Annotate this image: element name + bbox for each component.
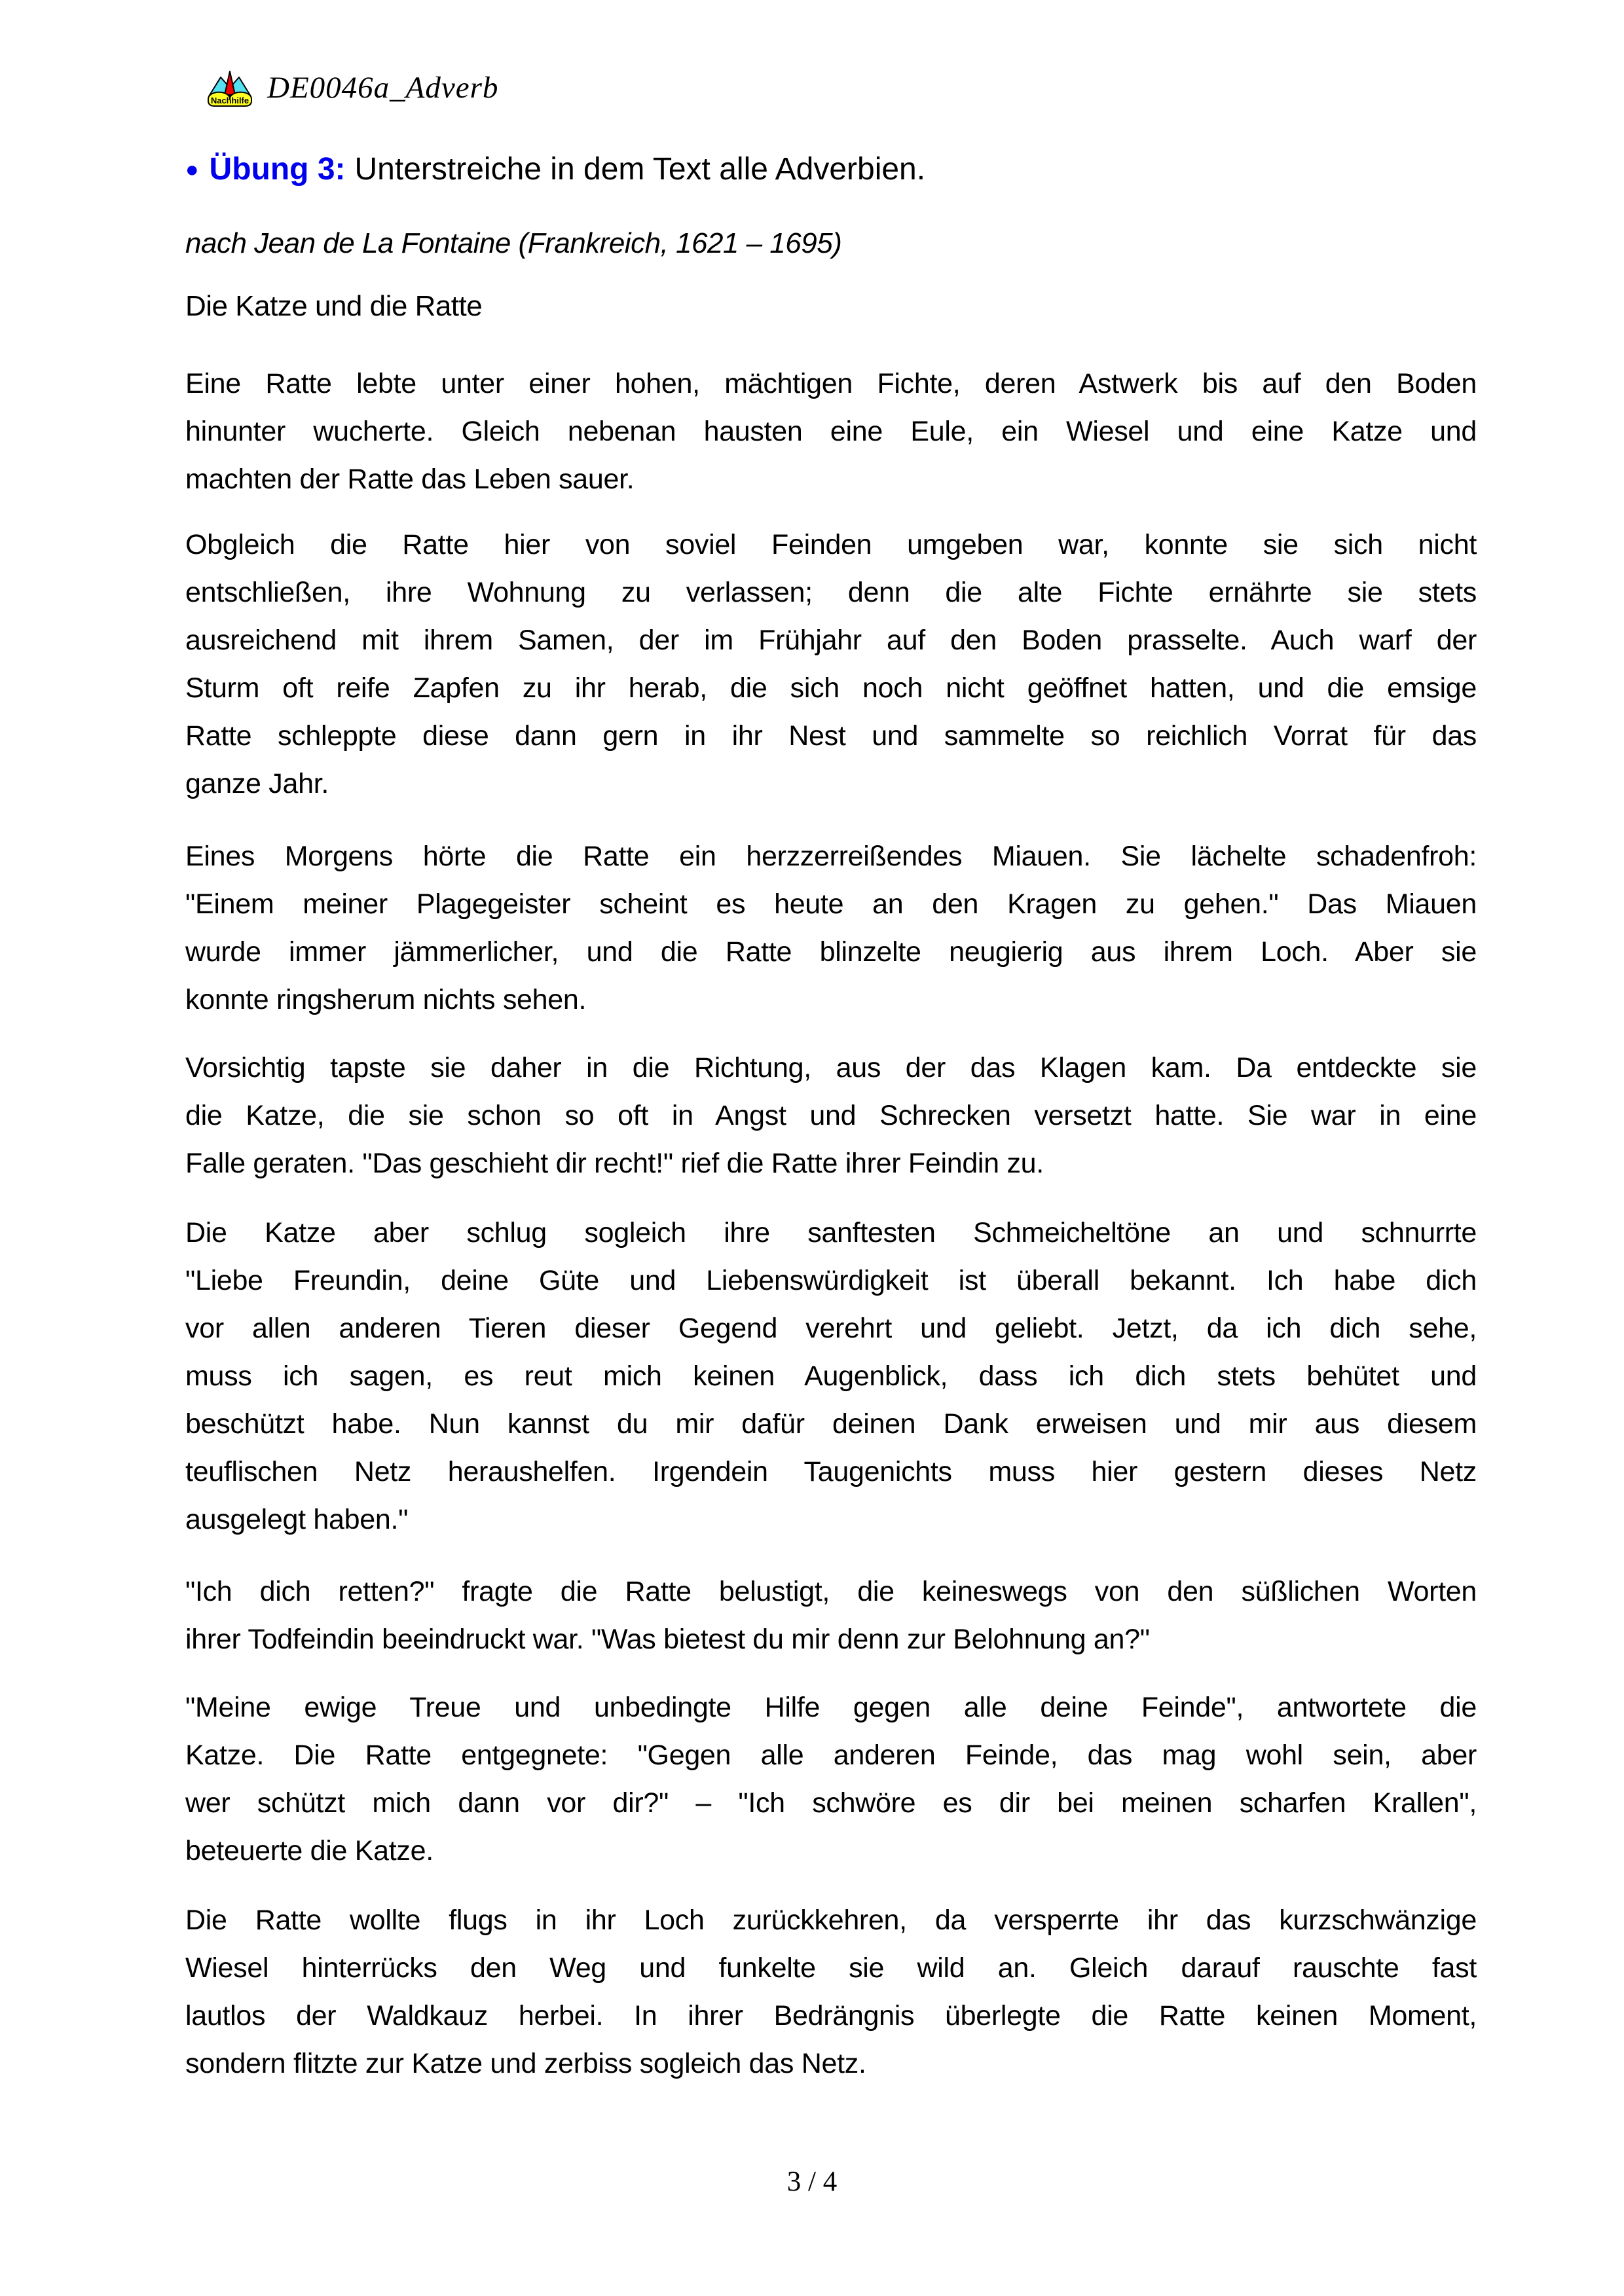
text-line: Falle geraten. "Das geschieht dir recht!" rief die Ratte ihrer Feindin zu. bbox=[185, 1148, 1044, 1179]
document-header bbox=[207, 68, 498, 107]
text-line: Eines Morgens hörte die Ratte ein herzzerreißendes Miauen. Sie lächelte schadenfroh: bbox=[185, 841, 1477, 872]
text-line: sondern flitzte zur Katze und zerbiss sogleich das Netz. bbox=[185, 2048, 866, 2079]
text-line: vor allen anderen Tieren dieser Gegend verehrt und geliebt. Jetzt, da ich dich sehe, bbox=[185, 1313, 1477, 1344]
story-paragraph-7 bbox=[185, 1684, 1477, 1875]
text-line: die Katze, die sie schon so oft in Angst und Schrecken versetzt hatte. Sie war in eine bbox=[185, 1100, 1477, 1131]
page-number: 3 / 4 bbox=[786, 2166, 838, 2197]
text-line: ihrer Todfeindin beeindruckt war. "Was bietest du mir denn zur Belohnung an?" bbox=[185, 1624, 1150, 1655]
story-paragraph-5 bbox=[185, 1209, 1477, 1544]
text-line: "Liebe Freundin, deine Güte und Liebenswürdigkeit ist überall bekannt. Ich habe dich bbox=[185, 1265, 1477, 1296]
text-line: machten der Ratte das Leben sauer. bbox=[185, 464, 635, 495]
story-source: nach Jean de La Fontaine (Frankreich, 1621 – 1695) bbox=[185, 227, 842, 259]
text-line: Die Ratte wollte flugs in ihr Loch zurückkehren, da versperrte ihr das kurzschwänzige bbox=[185, 1904, 1477, 1936]
text-line: hinunter wucherte. Gleich nebenan hausten eine Eule, ein Wiesel und eine Katze und bbox=[185, 416, 1477, 447]
story-paragraph-6 bbox=[185, 1568, 1477, 1664]
story-paragraph-8 bbox=[185, 1897, 1477, 2088]
bullet-icon: ● bbox=[185, 157, 199, 182]
text-line: ausreichend mit ihrem Samen, der im Frühjahr auf den Boden prasselte. Auch warf der bbox=[185, 625, 1477, 656]
text-line: ganze Jahr. bbox=[185, 768, 329, 799]
text-line: beschützt habe. Nun kannst du mir dafür deinen Dank erweisen und mir aus diesem bbox=[185, 1408, 1477, 1440]
story-paragraph-3 bbox=[185, 833, 1477, 1024]
text-line: Katze. Die Ratte entgegnete: "Gegen alle anderen Feinde, das mag wohl sein, aber bbox=[185, 1740, 1477, 1771]
text-line: Die Katze aber schlug sogleich ihre sanftesten Schmeicheltöne an und schnurrte bbox=[185, 1217, 1477, 1248]
text-line: wer schützt mich dann vor dir?" – "Ich schwöre es dir bei meinen scharfen Krallen", bbox=[185, 1787, 1477, 1819]
exercise-heading bbox=[185, 149, 1477, 192]
text-line: "Einem meiner Plagegeister scheint es heute an den Kragen zu gehen." Das Miauen bbox=[185, 888, 1477, 920]
text-line: teuflischen Netz heraushelfen. Irgendein Taugenichts muss hier gestern dieses Netz bbox=[185, 1456, 1477, 1487]
text-line: entschließen, ihre Wohnung zu verlassen; denn die alte Fichte ernährte sie stets bbox=[185, 577, 1477, 608]
text-line: Obgleich die Ratte hier von soviel Feinden umgeben war, konnte sie sich nicht bbox=[185, 529, 1477, 560]
story-paragraph-2 bbox=[185, 521, 1477, 808]
text-line: wurde immer jämmerlicher, und die Ratte blinzelte neugierig aus ihrem Loch. Aber sie bbox=[185, 936, 1477, 968]
exercise-instruction: Unterstreiche in dem Text alle Adverbien. bbox=[354, 152, 926, 187]
text-line: konnte ringsherum nichts sehen. bbox=[185, 984, 587, 1015]
text-line: "Ich dich retten?" fragte die Ratte belustigt, die keineswegs von den süßlichen Worten bbox=[185, 1576, 1477, 1607]
exercise-label: Übung 3: bbox=[209, 152, 346, 187]
document-code: DE0046a_Adverb bbox=[267, 71, 499, 105]
story-paragraph-1 bbox=[185, 360, 1477, 503]
text-line: Ratte schleppte diese dann gern in ihr Nest und sammelte so reichlich Vorrat für das bbox=[185, 720, 1477, 752]
text-line: muss ich sagen, es reut mich keinen Augenblick, dass ich dich stets behütet und bbox=[185, 1360, 1477, 1392]
text-line: lautlos der Waldkauz herbei. In ihrer Bedrängnis überlegte die Ratte keinen Moment, bbox=[185, 2000, 1477, 2032]
logo-label: Nachhilfe bbox=[211, 96, 249, 105]
text-line: Vorsichtig tapste sie daher in die Richtung, aus der das Klagen kam. Da entdeckte sie bbox=[185, 1052, 1477, 1084]
text-line: Eine Ratte lebte unter einer hohen, mächtigen Fichte, deren Astwerk bis auf den Boden bbox=[185, 368, 1477, 399]
text-line: ausgelegt haben." bbox=[185, 1504, 409, 1535]
text-line: Sturm oft reife Zapfen zu ihr herab, die sich noch nicht geöffnet hatten, und die emsige bbox=[185, 672, 1477, 704]
text-line: "Meine ewige Treue und unbedingte Hilfe gegen alle deine Feinde", antwortete die bbox=[185, 1692, 1477, 1723]
text-line: Wiesel hinterrücks den Weg und funkelte sie wild an. Gleich darauf rauschte fast bbox=[185, 1952, 1477, 1984]
story-title: Die Katze und die Ratte bbox=[185, 290, 483, 322]
story-paragraph-4 bbox=[185, 1044, 1477, 1188]
nachhilfe-logo-icon bbox=[207, 68, 254, 107]
text-line: beteuerte die Katze. bbox=[185, 1835, 434, 1867]
